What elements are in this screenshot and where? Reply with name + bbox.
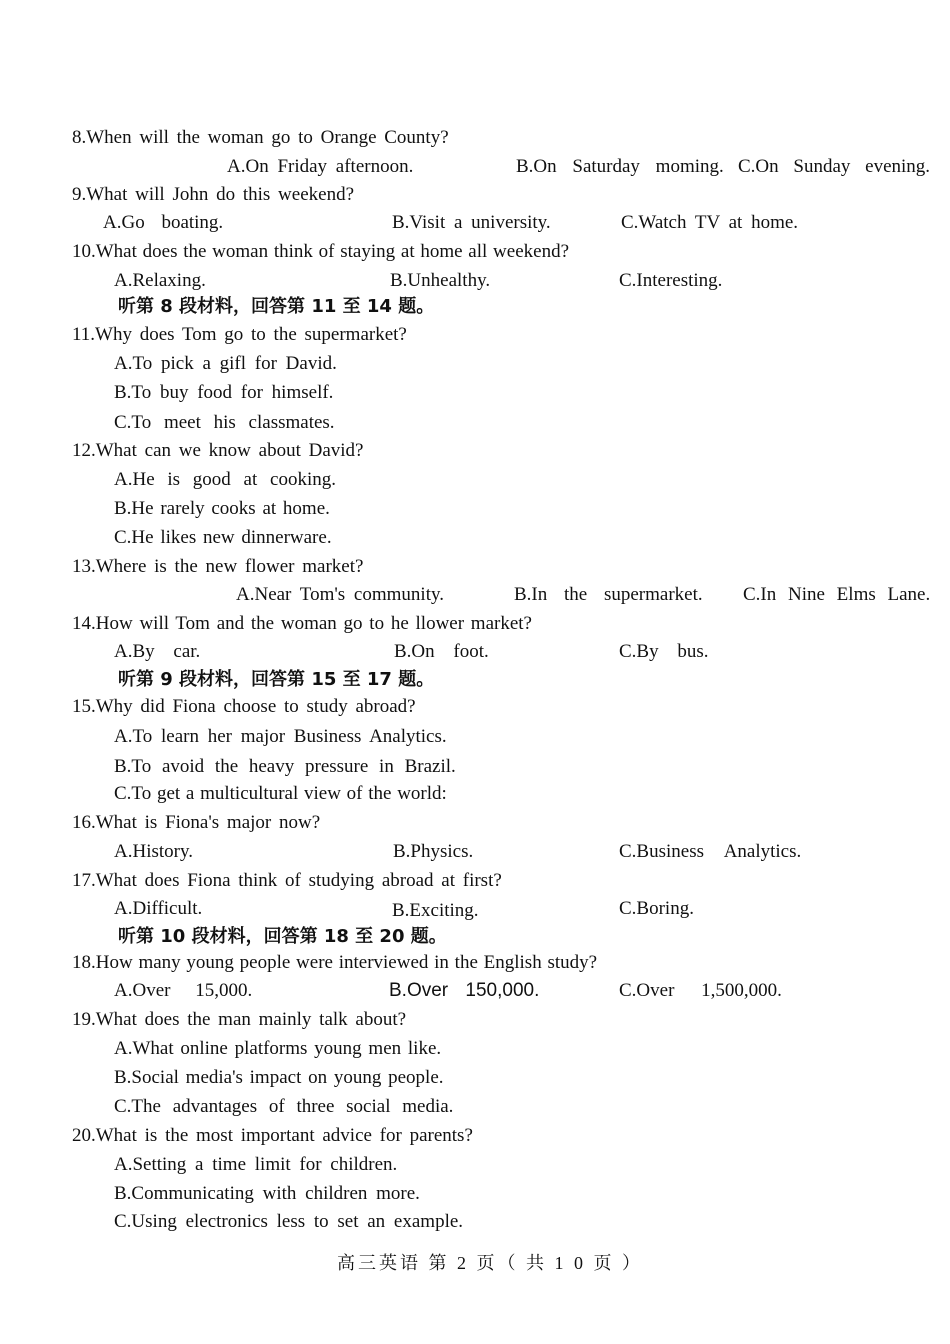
question-13-option-c: C.In Nine Elms Lane.	[743, 584, 931, 605]
question-19-option-b: B.Social media's impact on young people.	[114, 1067, 444, 1088]
question-13-option-a: A.Near Tom's community.	[236, 584, 444, 605]
question-18-option-a: A.Over 15,000.	[114, 980, 253, 1001]
question-12-option-b: B.He rarely cooks at home.	[114, 498, 330, 519]
page-footer: 高三英语 第 2 页（ 共 1 0 页 ）	[337, 1253, 643, 1273]
question-17-option-c: C.Boring.	[619, 898, 694, 919]
section-9-instruction: 听第 9 段材料，回答第 15 至 17 题。	[118, 669, 435, 690]
question-19-option-a: A.What online platforms young men like.	[114, 1038, 442, 1059]
question-9-option-a: A.Go boating.	[103, 212, 224, 233]
question-15-option-a: A.To learn her major Business Analytics.	[114, 726, 447, 747]
question-9-option-c: C.Watch TV at home.	[621, 212, 799, 233]
question-16-option-c: C.Business Analytics.	[619, 841, 802, 862]
question-9-option-b: B.Visit a university.	[392, 212, 551, 233]
question-18-option-b: B.Over 150,000.	[389, 980, 540, 1001]
question-8-option-c: C.On Sunday evening.	[738, 156, 931, 177]
question-18-stem: 18.How many young people were interviewed in the English study?	[72, 952, 598, 973]
question-10-option-b: B.Unhealthy.	[390, 270, 491, 291]
question-16-option-a: A.History.	[114, 841, 193, 862]
question-17-option-b: B.Exciting.	[392, 900, 479, 921]
question-12-option-c: C.He likes new dinnerware.	[114, 527, 332, 548]
question-20-stem: 20.What is the most important advice for parents?	[72, 1125, 473, 1146]
question-12-option-a: A.He is good at cooking.	[114, 469, 336, 490]
question-19-stem: 19.What does the man mainly talk about?	[72, 1009, 407, 1030]
question-15-option-b: B.To avoid the heavy pressure in Brazil.	[114, 756, 456, 777]
question-8-stem: 8.When will the woman go to Orange County?	[72, 127, 449, 148]
question-8-option-a: A.On Friday afternoon.	[227, 156, 414, 177]
question-14-option-a: A.By car.	[114, 641, 201, 662]
question-14-stem: 14.How will Tom and the woman go to he llower market?	[72, 613, 532, 634]
question-14-option-b: B.On foot.	[394, 641, 489, 662]
question-10-option-c: C.Interesting.	[619, 270, 723, 291]
question-11-option-a: A.To pick a gifl for David.	[114, 353, 337, 374]
question-10-stem: 10.What does the woman think of staying at home all weekend?	[72, 241, 570, 262]
question-17-option-a: A.Difficult.	[114, 898, 203, 919]
question-17-stem: 17.What does Fiona think of studying abroad at first?	[72, 870, 502, 891]
section-10-instruction: 听第 10 段材料，回答第 18 至 20 题。	[118, 926, 447, 947]
question-15-option-c: C.To get a multicultural view of the world:	[114, 783, 447, 804]
question-16-option-b: B.Physics.	[393, 841, 474, 862]
question-13-stem: 13.Where is the new flower market?	[72, 556, 364, 577]
question-20-option-c: C.Using electronics less to set an example.	[114, 1211, 464, 1232]
question-11-option-b: B.To buy food for himself.	[114, 382, 334, 403]
section-8-instruction: 听第 8 段材料，回答第 11 至 14 题。	[118, 296, 435, 317]
question-18-option-c: C.Over 1,500,000.	[619, 980, 782, 1001]
question-20-option-b: B.Communicating with children more.	[114, 1183, 420, 1204]
question-8-option-b: B.On Saturday moming.	[516, 156, 724, 177]
question-19-option-c: C.The advantages of three social media.	[114, 1096, 454, 1117]
question-14-option-c: C.By bus.	[619, 641, 709, 662]
question-20-option-a: A.Setting a time limit for children.	[114, 1154, 398, 1175]
question-16-stem: 16.What is Fiona's major now?	[72, 812, 321, 833]
question-11-option-c: C.To meet his classmates.	[114, 412, 335, 433]
question-9-stem: 9.What will John do this weekend?	[72, 184, 355, 205]
question-12-stem: 12.What can we know about David?	[72, 440, 364, 461]
question-13-option-b: B.In the supermarket.	[514, 584, 703, 605]
question-10-option-a: A.Relaxing.	[114, 270, 206, 291]
question-15-stem: 15.Why did Fiona choose to study abroad?	[72, 696, 416, 717]
question-11-stem: 11.Why does Tom go to the supermarket?	[72, 324, 407, 345]
